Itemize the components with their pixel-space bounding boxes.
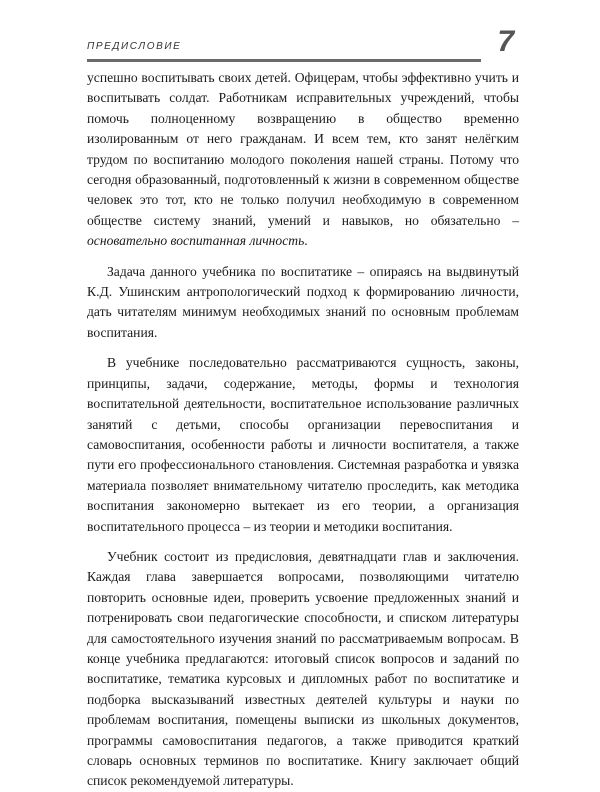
paragraph-1 <box>87 68 519 252</box>
paragraph-1-end: . <box>304 233 308 249</box>
header-rule <box>87 59 481 62</box>
paragraph-2: Задача данного учебника по воспитатике – опираясь на выдвинутый К.Д. Ушинским антропологический подход к формированию личности, дать читателям минимум необходимых знаний по основным проблемам воспитания. <box>87 263 519 340</box>
paragraph-3: В учебнике последовательно рассматриваются сущность, законы, принципы, задачи, содержание, методы, формы и технология воспитательной деятельности, воспитательное использование различных занятий с детьми, способы организации перевоспитания и самовоспитания, особенности работы и личности воспитателя, а также пути его профессионального становления. Системная разработка и увязка материала позволяет внимательному читателю проследить, как методика воспитания закономерно вытекает из его теории, а организация воспитательного процесса – из теории и методики воспитания. <box>87 355 519 534</box>
paragraph-1-text: успешно воспитывать своих детей. Офицерам, чтобы эффективно учить и воспитывать солдат. Работникам исправительных учреждений, чтобы помочь полноценному возвращению в общество временно изолированным от него гражданам. И всем тем, кто занят нелёгким трудом по воспитанию молодого поколения нашей страны. Потому что сегодня образованный, подготовленный к жизни в современном обществе человек это тот, кто не только получил необходимую в современном обществе систему знаний, умений и навыков, но обязательно – <box>87 70 519 228</box>
paragraph-1-emphasis: основательно воспитанная личность <box>87 233 305 249</box>
paragraph-4: Учебник состоит из предисловия, девятнадцати глав и заключения. Каждая глава завершается вопросами, позволяющими читателю повторить основные идеи, проверить усвоение предложенных знаний и потренировать свои педагогические способности, и списком литературы для самостоятельного изучения знаний по рассматриваемым вопросам. В конце учебника предлагаются: итоговый список вопросов и заданий по воспитатике, тематика курсовых и дипломных работ по воспитатике и подборка высказываний известных деятелей культуры и науки по проблемам воспитания, помещены выписки из школьных документов, программы самовоспитания педагогов, а также приводится краткий словарь основных терминов по воспитатике. Книгу заключает общий список рекомендуемой литературы. <box>87 548 519 789</box>
running-head-title: ПРЕДИСЛОВИЕ <box>87 41 182 52</box>
body-text <box>87 68 519 792</box>
page-number: 7 <box>497 25 514 58</box>
